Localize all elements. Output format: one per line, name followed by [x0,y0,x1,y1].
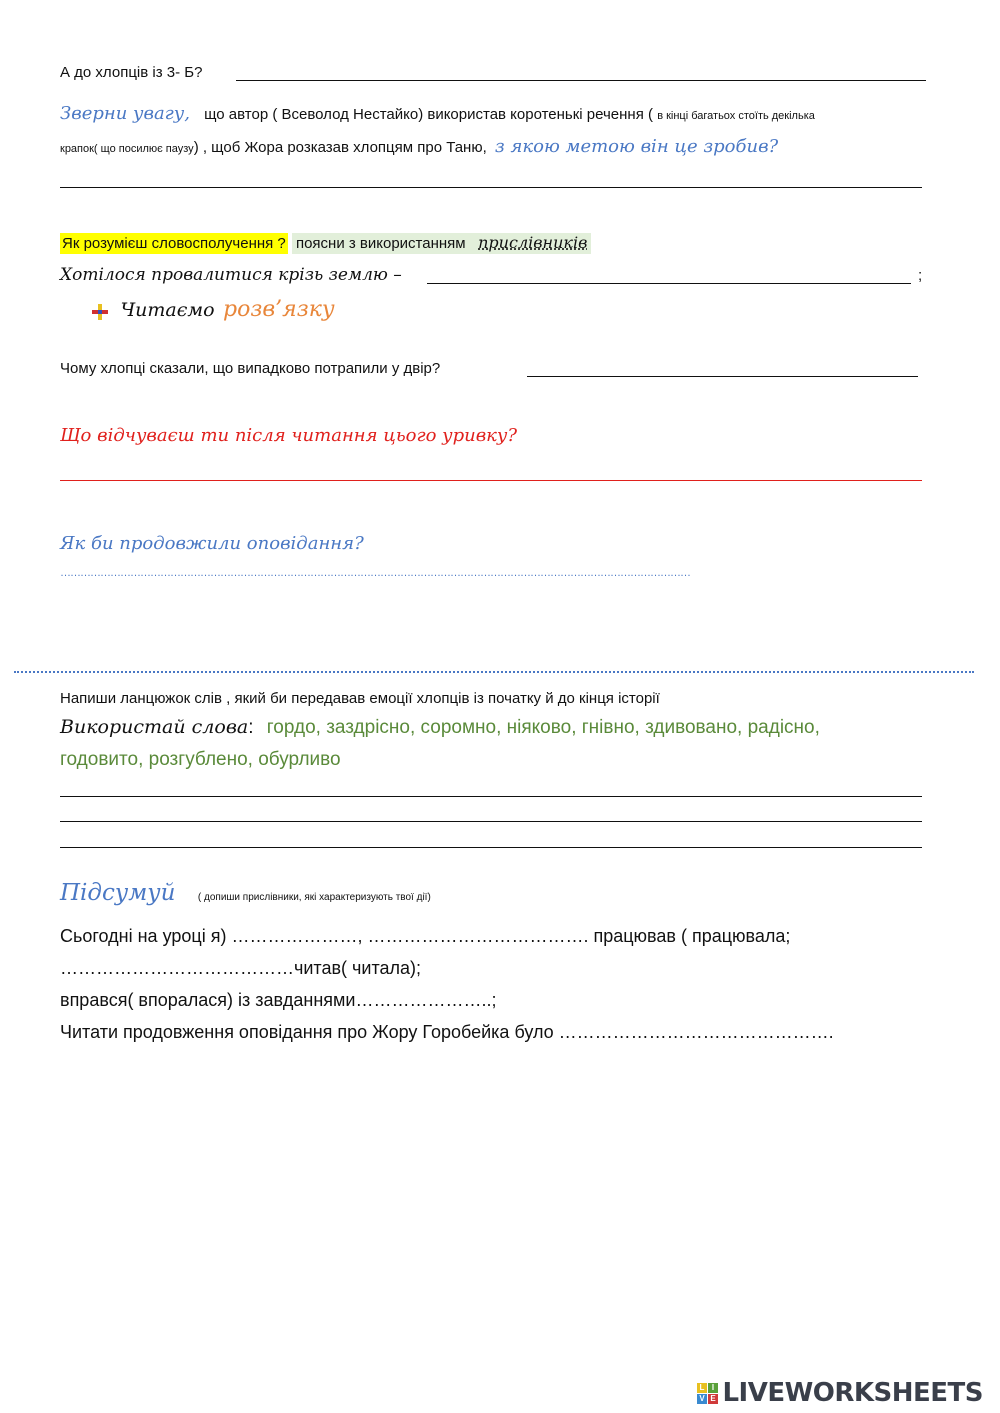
summary-note: ( допиши прислівники, які характеризують твої дії) [197,892,431,903]
summary-line-1[interactable]: Сьогодні на уроці я) …………………, ………………………………. працював ( працювала; [60,926,791,946]
answer-line-2[interactable] [60,187,922,188]
summary-line-3[interactable]: вправся( впоралася) із завданнями…………………..; [60,990,497,1010]
question-3-explain: поясни з використанням прислівників [292,233,591,254]
question-3-highlight: Як розумієш словосполучення ? [62,235,286,252]
answer-line-3[interactable] [427,283,911,284]
question-2-note1: в кінці багатьох стоїть декілька [657,110,815,122]
summary-title: Підсумуй [60,880,176,906]
question-2-question: з якою метою він це зробив? [494,136,779,157]
logo-text: LIVEWORKSHEETS [722,1378,983,1408]
answer-line-4[interactable] [527,376,918,377]
question-2-part1: що автор ( Всеволод Нестайко) використав коротенькі речення ( [204,106,654,123]
task-words-1: гордо, заздрісно, соромно, ніяково, гнівно, здивовано, радісно, [266,717,820,738]
summary-line-4[interactable]: Читати продовження оповідання про Жору Горобейка було ………………………………………. [60,1022,834,1042]
adverbs-word: прислівників [478,233,588,252]
summary-header [60,880,431,906]
liveworksheets-logo [697,1378,983,1408]
summary-line-2[interactable]: …………………………………читав( читала); [60,958,422,978]
question-2-part2: ) , щоб Жора розказав хлопцям про Таню, [193,139,487,156]
question-1-text: А до хлопців із 3- Б? [60,64,203,81]
answer-line-5[interactable] [60,480,922,481]
task-instruction: Напиши ланцюжок слів , який би передавав емоції хлопців із початку й до кінця історії [60,690,660,707]
question-3-end: ; [918,267,923,284]
question-4: Чому хлопці сказали, що випадково потрапили у двір? [60,360,441,377]
task-answer-line-1[interactable] [60,796,922,797]
question-2-row-1 [60,103,815,124]
task-answer-line-2[interactable] [60,821,922,822]
task-words-row-2: годовито, розгублено, обурливо [60,749,341,770]
answer-dots-6[interactable]: ……………………………………………………………………………………………………………………………………………………………………… [60,567,690,579]
use-words-label: Використай слова [60,716,249,738]
question-2-row-2 [60,136,778,157]
question-3-row-1 [60,233,591,252]
reading-label: Читаємо [120,299,215,321]
question-5: Що відчуваєш ти після читання цього уривку? [60,425,518,446]
reading-row [90,297,335,322]
section-separator [14,671,974,673]
cross-bullet-icon [90,302,110,322]
question-3-phrase: Хотілося провалитися крізь землю – [60,265,402,285]
question-2-note2: крапок( що посилює паузу [60,143,194,155]
question-1 [60,64,202,81]
task-words-row-1: Використай слова: гордо, заздрісно, соромно, ніяково, гнівно, здивовано, радісно, [60,716,820,738]
answer-line-1[interactable] [236,80,926,81]
attention-label: Зверни увагу, [60,103,190,124]
reading-word: розв’язку [223,297,335,322]
task-answer-line-3[interactable] [60,847,922,848]
logo-mark-icon: L I V E [697,1383,718,1404]
question-6: Як би продовжили оповідання? [60,533,364,554]
